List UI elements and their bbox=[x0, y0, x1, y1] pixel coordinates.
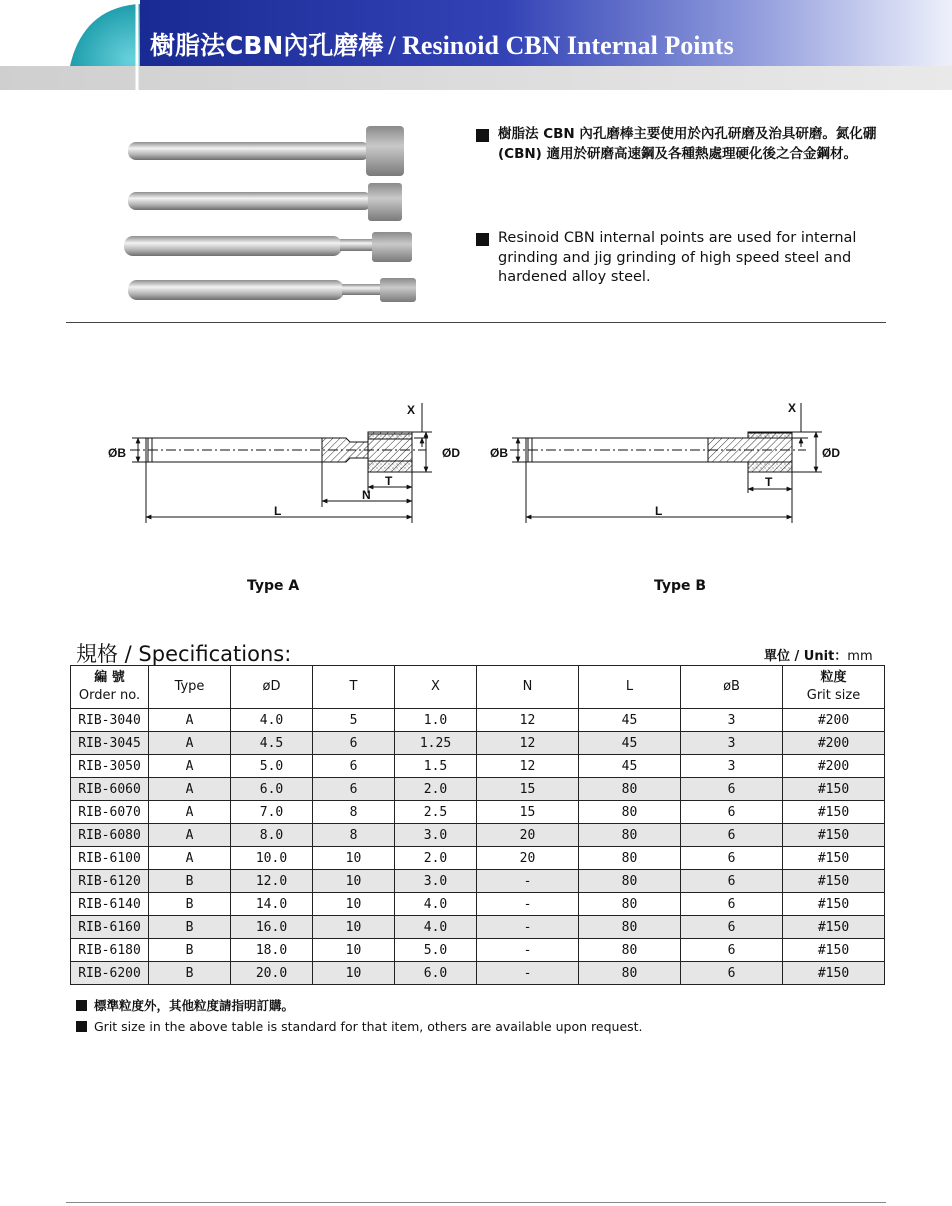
table-cell: RIB-6060 bbox=[71, 778, 149, 801]
type-b-caption: Type B bbox=[654, 578, 707, 594]
table-cell: 20 bbox=[477, 847, 579, 870]
product-photo bbox=[120, 118, 430, 318]
unit-value: mm bbox=[847, 649, 873, 664]
table-cell: RIB-3040 bbox=[71, 709, 149, 732]
table-cell: 3 bbox=[681, 709, 783, 732]
col-ob: øB bbox=[681, 666, 783, 709]
table-cell: 80 bbox=[579, 870, 681, 893]
table-cell: 12 bbox=[477, 755, 579, 778]
table-cell: #200 bbox=[783, 732, 885, 755]
description-en-text: Resinoid CBN internal points are used for internal grinding and jig grinding of high speed steel and hardened alloy steel. bbox=[498, 230, 857, 285]
table-row bbox=[71, 847, 885, 870]
table-row bbox=[71, 870, 885, 893]
table-cell: 45 bbox=[579, 755, 681, 778]
table-row bbox=[71, 801, 885, 824]
table-cell: #150 bbox=[783, 847, 885, 870]
type-b-t-label: T bbox=[765, 475, 773, 489]
table-body bbox=[71, 709, 885, 985]
footnotes bbox=[76, 995, 643, 1037]
table-cell: 10 bbox=[313, 916, 395, 939]
table-cell: 2.0 bbox=[395, 778, 477, 801]
table-row bbox=[71, 709, 885, 732]
table-cell: 8 bbox=[313, 801, 395, 824]
footnote-en-text: Grit size in the above table is standard for that item, others are available upon request. bbox=[94, 1019, 643, 1034]
table-row bbox=[71, 893, 885, 916]
table-cell: 6 bbox=[681, 778, 783, 801]
table-cell: 6.0 bbox=[395, 962, 477, 985]
footnote-en bbox=[76, 1016, 643, 1037]
table-cell: 7.0 bbox=[231, 801, 313, 824]
table-cell: RIB-6070 bbox=[71, 801, 149, 824]
table-cell: RIB-6140 bbox=[71, 893, 149, 916]
type-b-x-label: X bbox=[788, 401, 797, 415]
unit-label: 單位 / Unit： bbox=[764, 649, 848, 664]
table-cell: 10 bbox=[313, 847, 395, 870]
specifications-heading: 規格 / Specifications: bbox=[76, 642, 292, 666]
table-cell: B bbox=[149, 916, 231, 939]
col-od: øD bbox=[231, 666, 313, 709]
type-a-caption: Type A bbox=[247, 578, 300, 594]
table-cell: 5.0 bbox=[395, 939, 477, 962]
table-cell: 10 bbox=[313, 962, 395, 985]
table-cell: - bbox=[477, 962, 579, 985]
table-cell: 6 bbox=[313, 755, 395, 778]
table-cell: #150 bbox=[783, 916, 885, 939]
table-cell: 80 bbox=[579, 824, 681, 847]
table-cell: 1.5 bbox=[395, 755, 477, 778]
footer-divider bbox=[66, 1202, 886, 1203]
table-cell: 1.0 bbox=[395, 709, 477, 732]
table-cell: #150 bbox=[783, 939, 885, 962]
table-cell: 12.0 bbox=[231, 870, 313, 893]
col-x: X bbox=[395, 666, 477, 709]
table-cell: 1.25 bbox=[395, 732, 477, 755]
description-zh-text: 樹脂法 CBN 內孔磨棒主要使用於內孔研磨及治具研磨。氮化硼 (CBN) 適用於研磨高速鋼及各種熱處理硬化後之合金鋼材。 bbox=[498, 126, 877, 162]
table-cell: 6 bbox=[681, 847, 783, 870]
col-order-no: 編 號 Order no. bbox=[71, 666, 149, 709]
col-grit: 粒度 Grit size bbox=[783, 666, 885, 709]
table-cell: 45 bbox=[579, 732, 681, 755]
table-cell: 4.0 bbox=[395, 893, 477, 916]
table-cell: RIB-6160 bbox=[71, 916, 149, 939]
table-cell: 4.0 bbox=[395, 916, 477, 939]
type-b-ob-label: ØB bbox=[490, 446, 508, 460]
table-cell: RIB-6200 bbox=[71, 962, 149, 985]
table-cell: 12 bbox=[477, 709, 579, 732]
table-cell: 16.0 bbox=[231, 916, 313, 939]
table-cell: 10 bbox=[313, 893, 395, 916]
title-zh: 樹脂法CBN內孔磨棒 bbox=[150, 31, 384, 60]
type-a-od-label: ØD bbox=[442, 446, 460, 460]
table-cell: 4.5 bbox=[231, 732, 313, 755]
table-cell: #150 bbox=[783, 801, 885, 824]
col-l: L bbox=[579, 666, 681, 709]
table-row bbox=[71, 916, 885, 939]
footnote-zh bbox=[76, 995, 643, 1016]
table-cell: 6 bbox=[681, 939, 783, 962]
rod-1 bbox=[128, 126, 404, 176]
table-cell: 80 bbox=[579, 778, 681, 801]
table-cell: 3.0 bbox=[395, 870, 477, 893]
table-cell: 18.0 bbox=[231, 939, 313, 962]
bullet-square-icon bbox=[76, 1000, 87, 1011]
rod-3 bbox=[124, 232, 412, 262]
table-cell: 80 bbox=[579, 801, 681, 824]
type-a-n-label: N bbox=[362, 488, 371, 502]
table-cell: A bbox=[149, 824, 231, 847]
rod-4 bbox=[128, 278, 416, 302]
type-a-x-label: X bbox=[407, 403, 416, 417]
footnote-zh-text: 標準粒度外，其他粒度請指明訂購。 bbox=[94, 998, 295, 1013]
table-cell: #150 bbox=[783, 962, 885, 985]
table-cell: 8 bbox=[313, 824, 395, 847]
table-row bbox=[71, 778, 885, 801]
type-b-l-label: L bbox=[655, 504, 663, 518]
table-cell: B bbox=[149, 870, 231, 893]
table-cell: 8.0 bbox=[231, 824, 313, 847]
type-a-t-label: T bbox=[385, 474, 393, 488]
table-cell: A bbox=[149, 778, 231, 801]
table-cell: 80 bbox=[579, 939, 681, 962]
table-cell: A bbox=[149, 755, 231, 778]
table-cell: 6 bbox=[681, 870, 783, 893]
table-cell: 20.0 bbox=[231, 962, 313, 985]
table-row bbox=[71, 962, 885, 985]
table-cell: #150 bbox=[783, 870, 885, 893]
description-en bbox=[476, 229, 896, 288]
col-t: T bbox=[313, 666, 395, 709]
table-cell: A bbox=[149, 801, 231, 824]
table-cell: B bbox=[149, 962, 231, 985]
table-cell: 6 bbox=[681, 824, 783, 847]
table-cell: A bbox=[149, 732, 231, 755]
type-a-l-label: L bbox=[274, 504, 282, 518]
table-cell: 45 bbox=[579, 709, 681, 732]
table-cell: RIB-6100 bbox=[71, 847, 149, 870]
bullet-square-icon bbox=[76, 1021, 87, 1032]
table-row bbox=[71, 755, 885, 778]
table-cell: RIB-3045 bbox=[71, 732, 149, 755]
table-row bbox=[71, 824, 885, 847]
rod-2 bbox=[128, 183, 402, 221]
table-cell: 6 bbox=[681, 801, 783, 824]
unit-note bbox=[764, 645, 873, 664]
table-cell: 3.0 bbox=[395, 824, 477, 847]
table-cell: 4.0 bbox=[231, 709, 313, 732]
table-cell: - bbox=[477, 870, 579, 893]
table-cell: 10 bbox=[313, 939, 395, 962]
page-title bbox=[150, 26, 734, 66]
table-cell: - bbox=[477, 939, 579, 962]
table-cell: RIB-3050 bbox=[71, 755, 149, 778]
table-cell: #150 bbox=[783, 893, 885, 916]
table-header-row bbox=[71, 666, 885, 709]
table-cell: 20 bbox=[477, 824, 579, 847]
page-header bbox=[0, 0, 952, 92]
table-cell: 80 bbox=[579, 847, 681, 870]
table-cell: 10.0 bbox=[231, 847, 313, 870]
table-cell: 3 bbox=[681, 755, 783, 778]
table-cell: RIB-6180 bbox=[71, 939, 149, 962]
table-cell: #150 bbox=[783, 778, 885, 801]
table-cell: 6 bbox=[681, 962, 783, 985]
table-cell: RIB-6120 bbox=[71, 870, 149, 893]
table-cell: 80 bbox=[579, 962, 681, 985]
table-cell: 6 bbox=[313, 732, 395, 755]
table-cell: 6 bbox=[313, 778, 395, 801]
technical-drawings bbox=[100, 395, 860, 535]
table-row bbox=[71, 732, 885, 755]
col-n: N bbox=[477, 666, 579, 709]
table-cell: 80 bbox=[579, 893, 681, 916]
table-cell: 15 bbox=[477, 801, 579, 824]
table-cell: 5.0 bbox=[231, 755, 313, 778]
table-cell: 6 bbox=[681, 916, 783, 939]
table-cell: 14.0 bbox=[231, 893, 313, 916]
table-cell: 6.0 bbox=[231, 778, 313, 801]
table-cell: 2.0 bbox=[395, 847, 477, 870]
specifications-table bbox=[70, 665, 885, 985]
table-cell: #200 bbox=[783, 709, 885, 732]
type-a-ob-label: ØB bbox=[108, 446, 126, 460]
table-cell: - bbox=[477, 916, 579, 939]
table-cell: 5 bbox=[313, 709, 395, 732]
table-cell: #150 bbox=[783, 824, 885, 847]
table-cell: 3 bbox=[681, 732, 783, 755]
description-zh bbox=[476, 125, 896, 164]
section-divider bbox=[66, 322, 886, 323]
table-cell: B bbox=[149, 939, 231, 962]
col-type: Type bbox=[149, 666, 231, 709]
table-cell: B bbox=[149, 893, 231, 916]
table-cell: - bbox=[477, 893, 579, 916]
bullet-square-icon bbox=[476, 233, 489, 246]
table-cell: #200 bbox=[783, 755, 885, 778]
table-cell: 80 bbox=[579, 916, 681, 939]
type-b-od-label: ØD bbox=[822, 446, 840, 460]
diagram-type-b bbox=[510, 403, 822, 523]
table-cell: 12 bbox=[477, 732, 579, 755]
table-cell: A bbox=[149, 847, 231, 870]
table-cell: A bbox=[149, 709, 231, 732]
title-en: / Resinoid CBN Internal Points bbox=[388, 31, 734, 60]
table-cell: 2.5 bbox=[395, 801, 477, 824]
table-cell: 6 bbox=[681, 893, 783, 916]
table-row bbox=[71, 939, 885, 962]
bullet-square-icon bbox=[476, 129, 489, 142]
table-cell: 15 bbox=[477, 778, 579, 801]
table-cell: RIB-6080 bbox=[71, 824, 149, 847]
table-cell: 10 bbox=[313, 870, 395, 893]
